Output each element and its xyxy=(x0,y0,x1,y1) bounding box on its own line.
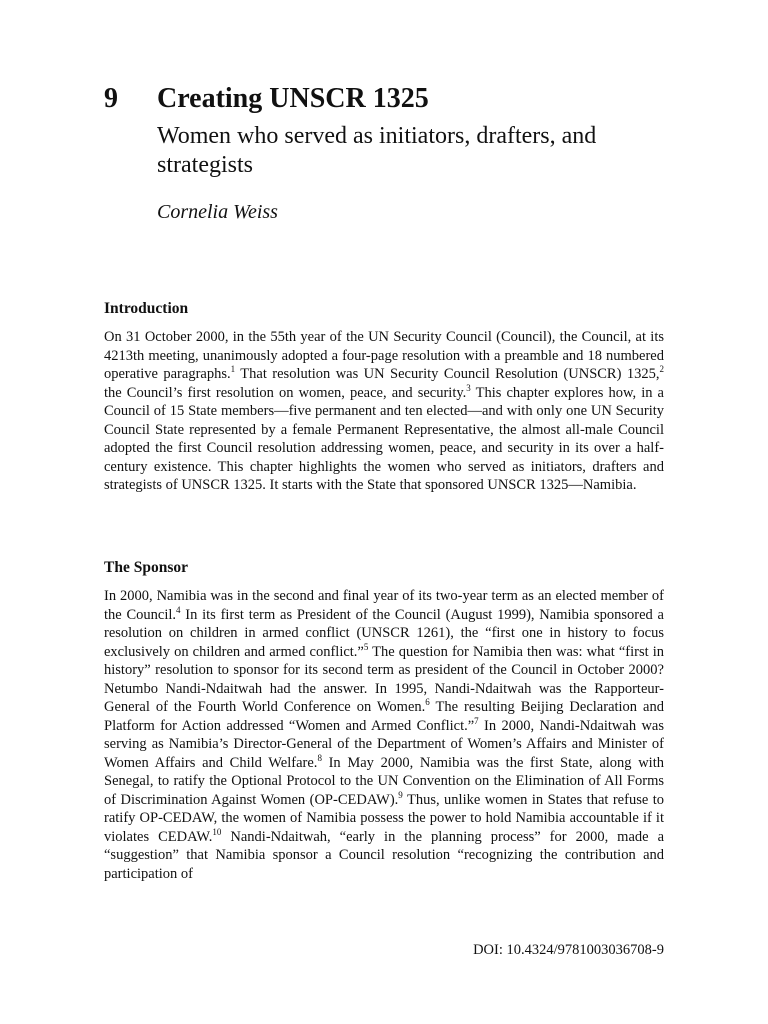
paragraph-text: Thus, unlike women in States that refuse to ratify OP-CEDAW, the women of Namibia possess the power to hold Namibia accountable if it violates CEDAW. xyxy=(104,791,664,845)
section-body-the-sponsor xyxy=(104,587,664,883)
paragraph-text: That resolution was UN Security Council Resolution (UNSCR) 1325, xyxy=(235,366,660,382)
chapter-author: Cornelia Weiss xyxy=(157,201,278,223)
footnote-ref: 4 xyxy=(176,604,181,615)
paragraph-text: In its first term as President of the Council (August 1999), Namibia sponsored a resolution on children in armed conflict (UNSCR 1261), the “first one in history to focus exclusively on children and armed conflict.” xyxy=(104,606,664,660)
section-heading-introduction: Introduction xyxy=(104,300,189,317)
footnote-ref: 2 xyxy=(659,364,664,375)
paragraph-text: In 2000, Namibia was in the second and final year of its two-year term as an elected member of the Council. xyxy=(104,588,664,623)
footnote-ref: 9 xyxy=(398,789,403,800)
chapter-number: 9 xyxy=(104,83,118,114)
paragraph-text: This chapter explores how, in a Council of 15 State members—five permanent and ten elected—and with only one UN Security Council State represented by a female Permanent Representative, the almost all-male Council adopted the first Council resolution addressing women, peace, and security in its over a half-century existence. This chapter highlights the women who served as initiators, drafters and strategists of UNSCR 1325. It starts with the State that sponsored UNSCR 1325—Namibia. xyxy=(104,384,664,493)
paragraph-text: The question for Namibia then was: what “first in history” resolution to sponsor for its second term as president of the Council in October 2000? Netumbo Nandi-Ndaitwah had the answer. In 1995, Nandi-Ndaitwah was the Rapporteur-General of the Fourth World Conference on Women. xyxy=(104,643,664,715)
footnote-ref: 1 xyxy=(230,364,236,375)
footnote-ref: 10 xyxy=(212,826,222,837)
section-heading-the-sponsor: The Sponsor xyxy=(104,559,188,576)
section-body-introduction xyxy=(104,328,664,495)
footnote-ref: 3 xyxy=(466,382,471,393)
paragraph-text: Nandi-Ndaitwah, “early in the planning process” for 2000, made a “suggestion” that Namibia sponsor a Council resolution “recognizing the contribution and participation of xyxy=(104,828,665,882)
chapter-title: Creating UNSCR 1325 xyxy=(157,83,429,114)
footnote-ref: 8 xyxy=(317,752,322,763)
paragraph-text: In May 2000, Namibia was the first State, along with Senegal, to ratify the Optional Protocol to the UN Convention on the Elimination of All Forms of Discrimination Against Women (OP-CEDAW). xyxy=(104,754,664,808)
doi-footer: DOI: 10.4324/9781003036708-9 xyxy=(473,942,664,958)
paragraph-text: the Council’s first resolution on women, peace, and security. xyxy=(104,384,467,401)
paragraph-text: In 2000, Nandi-Ndaitwah was serving as Namibia’s Director-General of the Department of Women’s Affairs and Minister of Women Affairs and Child Welfare. xyxy=(104,717,664,771)
footnote-ref: 5 xyxy=(363,641,369,652)
footnote-ref: 6 xyxy=(425,697,430,708)
chapter-subtitle: Women who served as initiators, drafters, and strategists xyxy=(157,123,597,178)
paragraph-text: On 31 October 2000, in the 55th year of the UN Security Council (Council), the Council, at its 4213th meeting, unanimously adopted a four-page resolution with a preamble and 18 numbered operative paragraphs. xyxy=(104,329,664,382)
paragraph-text: The resulting Beijing Declaration and Platform for Action addressed “Women and Armed Conflict.” xyxy=(104,699,664,734)
footnote-ref: 7 xyxy=(474,715,479,726)
